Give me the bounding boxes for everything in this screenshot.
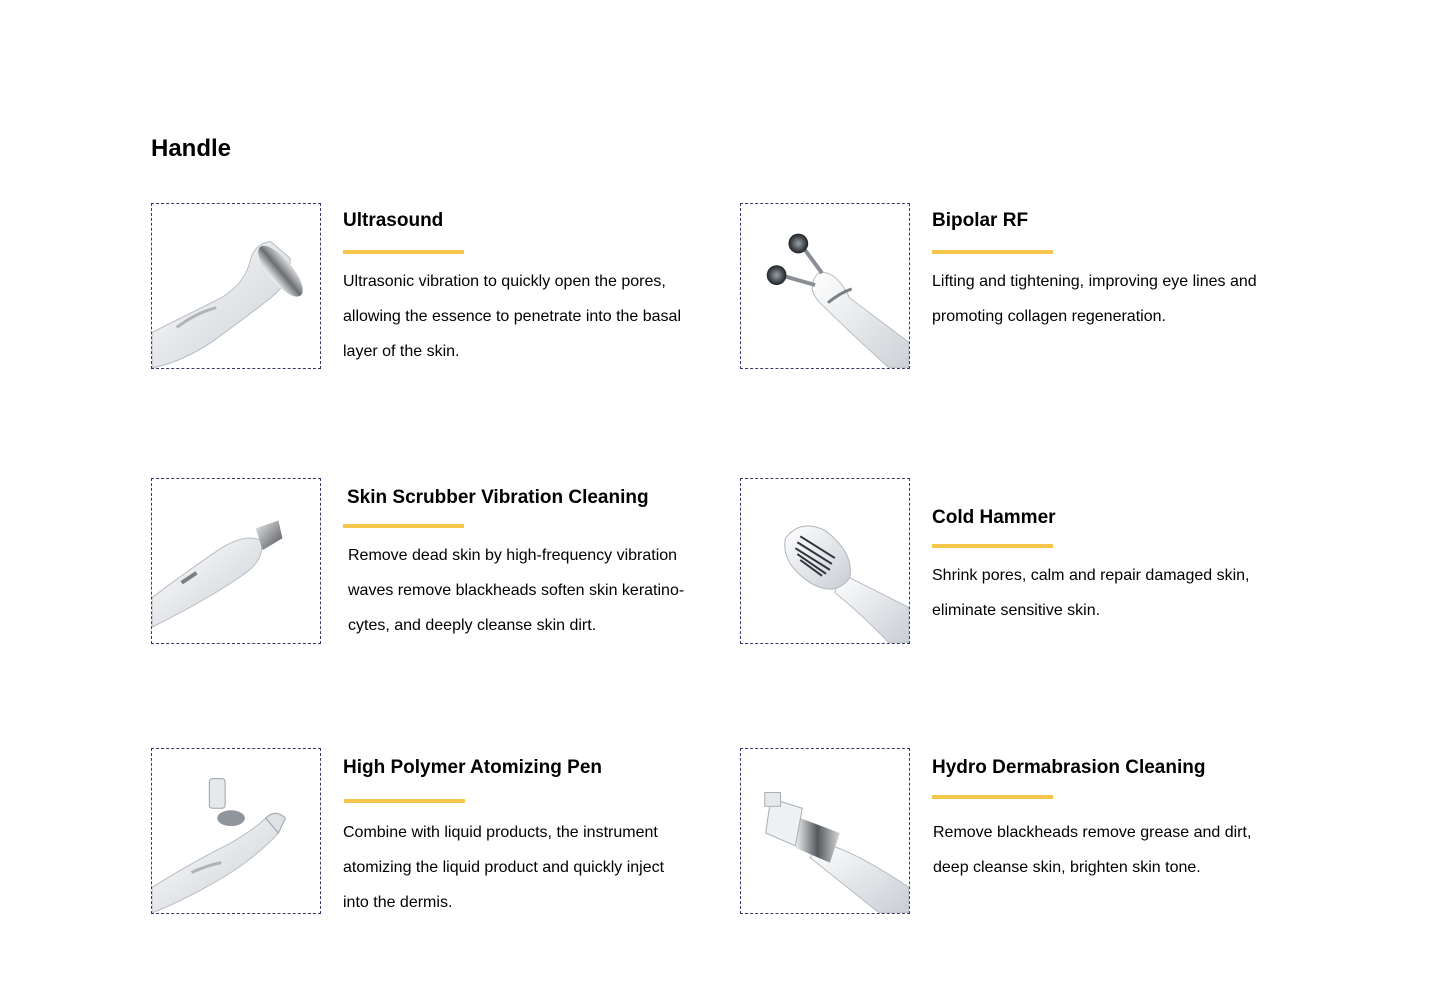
card-bipolar-rf bbox=[740, 203, 1320, 373]
ultrasound-handle-icon bbox=[151, 203, 321, 369]
card-title: High Polymer Atomizing Pen bbox=[343, 757, 602, 778]
card-cold-hammer bbox=[740, 478, 1320, 648]
accent-bar bbox=[932, 795, 1053, 799]
card-title: Skin Scrubber Vibration Cleaning bbox=[347, 487, 649, 508]
card-title: Hydro Dermabrasion Cleaning bbox=[932, 757, 1206, 778]
atomizing-pen-handle-icon bbox=[151, 748, 321, 914]
card-ultrasound bbox=[151, 203, 731, 373]
card-title: Bipolar RF bbox=[932, 210, 1029, 231]
card-atomizing-pen bbox=[151, 748, 731, 918]
accent-bar bbox=[343, 250, 464, 254]
cold-hammer-handle-icon bbox=[740, 478, 910, 644]
accent-bar bbox=[932, 544, 1053, 548]
card-title: Cold Hammer bbox=[932, 507, 1056, 528]
card-description: Remove dead skin by high-frequency vibration waves remove blackheads soften skin keratino-cytes, and deeply cleanse skin dirt. bbox=[348, 547, 685, 634]
bipolar-rf-handle-icon bbox=[740, 203, 910, 369]
card-description: Lifting and tightening, improving eye lines and promoting collagen regeneration. bbox=[932, 273, 1257, 325]
card-description: Combine with liquid products, the instrument atomizing the liquid product and quickly inject into the dermis. bbox=[343, 824, 665, 911]
page-title: Handle bbox=[151, 135, 232, 162]
accent-bar bbox=[344, 799, 465, 803]
card-hydro-dermabrasion bbox=[740, 748, 1320, 918]
card-description: Ultrasonic vibration to quickly open the pores, allowing the essence to penetrate into the basal layer of the skin. bbox=[343, 273, 682, 360]
card-description: Remove blackheads remove grease and dirt, deep cleanse skin, brighten skin tone. bbox=[933, 824, 1252, 876]
card-skin-scrubber bbox=[151, 478, 731, 648]
card-title: Ultrasound bbox=[343, 210, 444, 231]
accent-bar bbox=[932, 250, 1053, 254]
skin-scrubber-handle-icon bbox=[151, 478, 321, 644]
hydro-dermabrasion-handle-icon bbox=[740, 748, 910, 914]
accent-bar bbox=[343, 524, 464, 528]
card-description: Shrink pores, calm and repair damaged skin, eliminate sensitive skin. bbox=[932, 567, 1250, 619]
